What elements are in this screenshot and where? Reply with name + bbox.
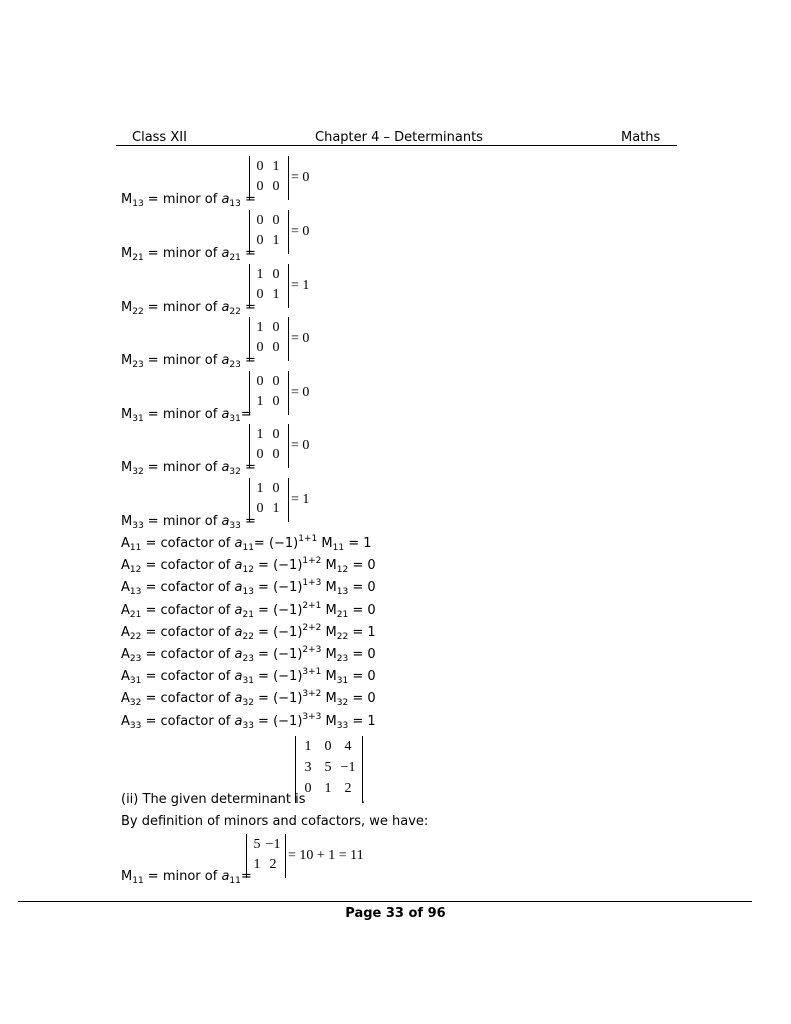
definition-line: [121, 814, 428, 830]
cofactor-symbol: A: [121, 602, 130, 618]
element-subscript: 11: [229, 876, 241, 886]
matrix-cell: −1: [265, 837, 281, 852]
matrix-cell: 1: [256, 394, 264, 409]
cofactor-value: = 1: [344, 536, 372, 551]
element-variable: a: [234, 602, 243, 618]
element-subscript: 22: [229, 307, 241, 317]
matrix-cell: 0: [256, 233, 264, 248]
minor-symbol: M: [121, 246, 133, 261]
cofactor-subscript: 32: [129, 698, 142, 709]
minor-subscript: 23: [336, 654, 349, 664]
cofactor-value: = 1: [348, 624, 376, 640]
element-subscript: 11: [242, 543, 254, 553]
equals-sign: =: [240, 869, 252, 884]
minor-subscript: 11: [132, 876, 144, 886]
cofactor-value: = 0: [348, 580, 376, 596]
determinant-result: = 0: [291, 385, 310, 400]
sign-factor: = (−1): [253, 691, 303, 707]
matrix-cell: 2: [269, 857, 277, 872]
matrix-cell: 0: [256, 213, 264, 228]
minor-symbol: M: [321, 624, 337, 640]
header-class: Class XII: [132, 130, 187, 145]
matrix-cell: 0: [256, 287, 264, 302]
element-subscript: 22: [242, 631, 254, 642]
sign-factor: = (−1): [253, 580, 303, 596]
cofactor-row: [121, 536, 372, 552]
cofactor-subscript: 13: [129, 587, 142, 598]
element-subscript: 33: [242, 720, 254, 731]
sign-factor: = (−1): [253, 647, 303, 662]
element-variable: a: [221, 514, 230, 529]
sign-factor: = (−1): [253, 602, 303, 618]
minor-subscript: 22: [132, 307, 144, 317]
minor-subscript: 23: [132, 360, 144, 370]
minor-symbol: M: [321, 691, 337, 707]
element-variable: a: [234, 580, 243, 596]
minor-subscript: 32: [336, 698, 349, 709]
minor-label: = minor of: [143, 514, 222, 529]
element-subscript: 23: [242, 654, 254, 664]
minor-symbol: M: [121, 460, 133, 475]
intro-text: (ii) The given determinant is: [121, 792, 306, 807]
minor-row: [121, 514, 256, 530]
element-variable: a: [234, 558, 243, 574]
matrix-cell: 0: [256, 159, 264, 174]
matrix-cell: 0: [256, 447, 264, 462]
matrix-cell: 0: [256, 374, 264, 389]
minor-row: [121, 192, 256, 208]
cofactor-label: = cofactor of: [141, 691, 235, 707]
footer-rule: [18, 901, 752, 902]
element-subscript: 12: [242, 565, 254, 576]
definition-text: By definition of minors and cofactors, we have:: [121, 814, 429, 829]
determinant-result: = 1: [291, 278, 310, 293]
matrix-cell: 1: [272, 159, 280, 174]
intro-period: .: [361, 792, 366, 807]
exponent: 3+3: [302, 711, 322, 722]
minor-subscript: 21: [132, 253, 144, 263]
element-variable: a: [234, 624, 243, 640]
cofactor-label: = cofactor of: [141, 624, 235, 640]
minor-label: = minor of: [143, 246, 222, 261]
part-ii-intro: [121, 792, 306, 808]
minor-symbol: M: [321, 647, 337, 662]
matrix-cell: 1: [256, 267, 264, 282]
minor-symbol: M: [121, 300, 133, 315]
cofactor-subscript: 11: [129, 543, 142, 553]
element-subscript: 31: [229, 414, 241, 424]
exponent: 2+2: [302, 622, 322, 633]
cofactor-symbol: A: [121, 713, 130, 729]
exponent: 3+1: [302, 667, 322, 678]
matrix-cell: 0: [272, 320, 280, 335]
minor-symbol: M: [121, 353, 133, 368]
minor-subscript: 33: [336, 720, 349, 731]
element-variable: a: [221, 460, 230, 475]
matrix-cell: 4: [344, 739, 352, 754]
equals-sign: =: [240, 407, 252, 422]
matrix-cell: 5: [324, 760, 332, 775]
element-subscript: 23: [229, 360, 241, 370]
cofactor-row: [121, 558, 376, 574]
minor-label: = minor of: [143, 407, 222, 422]
matrix-cell: 1: [304, 739, 312, 754]
element-variable: a: [221, 192, 230, 207]
minor-subscript: 13: [132, 199, 144, 209]
matrix-cell: 1: [256, 481, 264, 496]
cofactor-subscript: 33: [129, 720, 142, 731]
cofactor-row: [121, 711, 376, 731]
matrix-cell: 0: [256, 179, 264, 194]
cofactor-symbol: A: [121, 558, 130, 574]
determinant-result: = 0: [291, 170, 310, 185]
element-variable: a: [221, 407, 230, 422]
matrix-cell: 0: [272, 267, 280, 282]
cofactor-value: = 0: [348, 691, 376, 707]
cofactor-symbol: A: [121, 647, 130, 662]
element-subscript: 32: [229, 467, 241, 477]
matrix-cell: 1: [272, 287, 280, 302]
matrix-cell: 0: [304, 781, 312, 796]
matrix-cell: 0: [272, 481, 280, 496]
matrix-cell: 1: [253, 857, 261, 872]
cofactor-label: = cofactor of: [141, 580, 235, 596]
exponent: 1+1: [298, 534, 318, 544]
sign-factor: = (−1): [253, 558, 303, 574]
element-subscript: 13: [229, 199, 241, 209]
element-variable: a: [221, 246, 230, 261]
cofactor-row: [121, 622, 376, 642]
cofactor-symbol: A: [121, 580, 130, 596]
element-subscript: 21: [242, 609, 254, 620]
element-subscript: 33: [229, 521, 241, 531]
element-subscript: 32: [242, 698, 254, 709]
matrix-cell: −1: [340, 760, 356, 775]
minor-symbol: M: [121, 192, 133, 207]
cofactor-value: = 0: [348, 602, 376, 618]
minor-subscript: 31: [336, 676, 349, 687]
matrix-cell: 0: [272, 394, 280, 409]
equals-sign: =: [240, 514, 256, 529]
exponent: 2+3: [302, 645, 322, 655]
cofactor-label: = cofactor of: [141, 536, 235, 551]
cofactor-label: = cofactor of: [141, 713, 235, 729]
minor-row: [121, 869, 252, 885]
matrix-cell: 2: [344, 781, 352, 796]
cofactor-row: [121, 691, 376, 707]
element-variable: a: [221, 869, 230, 884]
cofactor-subscript: 21: [129, 609, 142, 620]
header-chapter: Chapter 4 – Determinants: [315, 130, 483, 145]
minor-subscript: 13: [336, 587, 349, 598]
minor-symbol: M: [121, 514, 133, 529]
cofactor-subscript: 12: [129, 565, 142, 576]
cofactor-subscript: 22: [129, 631, 142, 642]
matrix-cell: 0: [324, 739, 332, 754]
cofactor-row: [121, 580, 376, 596]
element-subscript: 21: [229, 253, 241, 263]
minor-subscript: 22: [336, 631, 349, 642]
matrix-cell: 1: [272, 501, 280, 516]
minor-symbol: M: [121, 407, 133, 422]
cofactor-label: = cofactor of: [141, 669, 235, 685]
cofactor-symbol: A: [121, 624, 130, 640]
header-rule: [116, 145, 677, 146]
matrix-cell: 0: [272, 427, 280, 442]
cofactor-value: = 0: [348, 669, 376, 685]
cofactor-value: = 0: [348, 558, 376, 574]
minor-subscript: 33: [132, 521, 144, 531]
matrix-cell: 1: [256, 427, 264, 442]
minor-subscript: 31: [132, 414, 144, 424]
element-variable: a: [234, 691, 243, 707]
sign-factor: = (−1): [253, 713, 303, 729]
minor-subscript: 21: [336, 609, 349, 620]
cofactor-subscript: 23: [129, 654, 142, 664]
minor-label: = minor of: [143, 460, 222, 475]
matrix-cell: 1: [256, 320, 264, 335]
minor-subscript: 12: [336, 565, 349, 576]
determinant-result: = 0: [291, 224, 310, 239]
minor-symbol: M: [317, 536, 333, 551]
cofactor-symbol: A: [121, 691, 130, 707]
minor-symbol: M: [321, 669, 337, 685]
determinant-result: = 1: [291, 492, 310, 507]
element-subscript: 31: [242, 676, 254, 687]
element-variable: a: [234, 713, 243, 729]
minor-symbol: M: [321, 558, 337, 574]
equals-sign: =: [240, 192, 256, 207]
element-variable: a: [221, 300, 230, 315]
minor-subscript: 32: [132, 467, 144, 477]
minor-symbol: M: [321, 580, 337, 596]
determinant-result: = 0: [291, 438, 310, 453]
cofactor-row: [121, 669, 376, 685]
matrix-cell: 0: [272, 213, 280, 228]
cofactor-symbol: A: [121, 669, 130, 685]
exponent: 2+1: [302, 600, 322, 611]
cofactor-subscript: 31: [129, 676, 142, 687]
cofactor-symbol: A: [121, 536, 130, 551]
cofactor-row: [121, 647, 376, 663]
matrix-cell: 0: [272, 340, 280, 355]
minor-label: = minor of: [143, 353, 222, 368]
page-number: Page 33 of 96: [345, 906, 446, 921]
matrix-cell: 3: [304, 760, 312, 775]
cofactor-label: = cofactor of: [141, 647, 235, 662]
equals-sign: =: [240, 246, 256, 261]
determinant-result: = 10 + 1 = 11: [288, 848, 364, 863]
minor-label: = minor of: [143, 300, 222, 315]
minor-row: [121, 300, 256, 316]
sign-factor: = (−1): [253, 536, 299, 551]
matrix-cell: 0: [272, 447, 280, 462]
matrix-cell: 0: [256, 501, 264, 516]
element-variable: a: [234, 647, 243, 662]
equals-sign: =: [240, 353, 256, 368]
cofactor-value: = 1: [348, 713, 376, 729]
cofactor-label: = cofactor of: [141, 602, 235, 618]
minor-label: = minor of: [143, 869, 222, 884]
minor-row: [121, 246, 256, 262]
cofactor-value: = 0: [348, 647, 376, 662]
exponent: 1+2: [302, 556, 322, 567]
sign-factor: = (−1): [253, 624, 303, 640]
matrix-cell: 0: [272, 179, 280, 194]
cofactor-row: [121, 600, 376, 620]
exponent: 1+3: [302, 578, 322, 589]
exponent: 3+2: [302, 689, 322, 700]
minor-symbol: M: [321, 713, 337, 729]
matrix-cell: 0: [256, 340, 264, 355]
element-variable: a: [234, 536, 243, 551]
element-subscript: 13: [242, 587, 254, 598]
minor-subscript: 11: [332, 543, 345, 553]
cofactor-label: = cofactor of: [141, 558, 235, 574]
sign-factor: = (−1): [253, 669, 303, 685]
matrix-cell: 1: [324, 781, 332, 796]
minor-row: [121, 353, 256, 369]
header-subject: Maths: [621, 130, 661, 145]
element-variable: a: [221, 353, 230, 368]
matrix-cell: 0: [272, 374, 280, 389]
determinant-result: = 0: [291, 331, 310, 346]
matrix-cell: 1: [272, 233, 280, 248]
minor-row: [121, 460, 256, 476]
minor-symbol: M: [321, 602, 337, 618]
element-variable: a: [234, 669, 243, 685]
minor-row: [121, 407, 252, 423]
minor-label: = minor of: [143, 192, 222, 207]
minor-symbol: M: [121, 869, 133, 884]
matrix-cell: 5: [253, 837, 261, 852]
equals-sign: =: [240, 460, 256, 475]
equals-sign: =: [240, 300, 256, 315]
